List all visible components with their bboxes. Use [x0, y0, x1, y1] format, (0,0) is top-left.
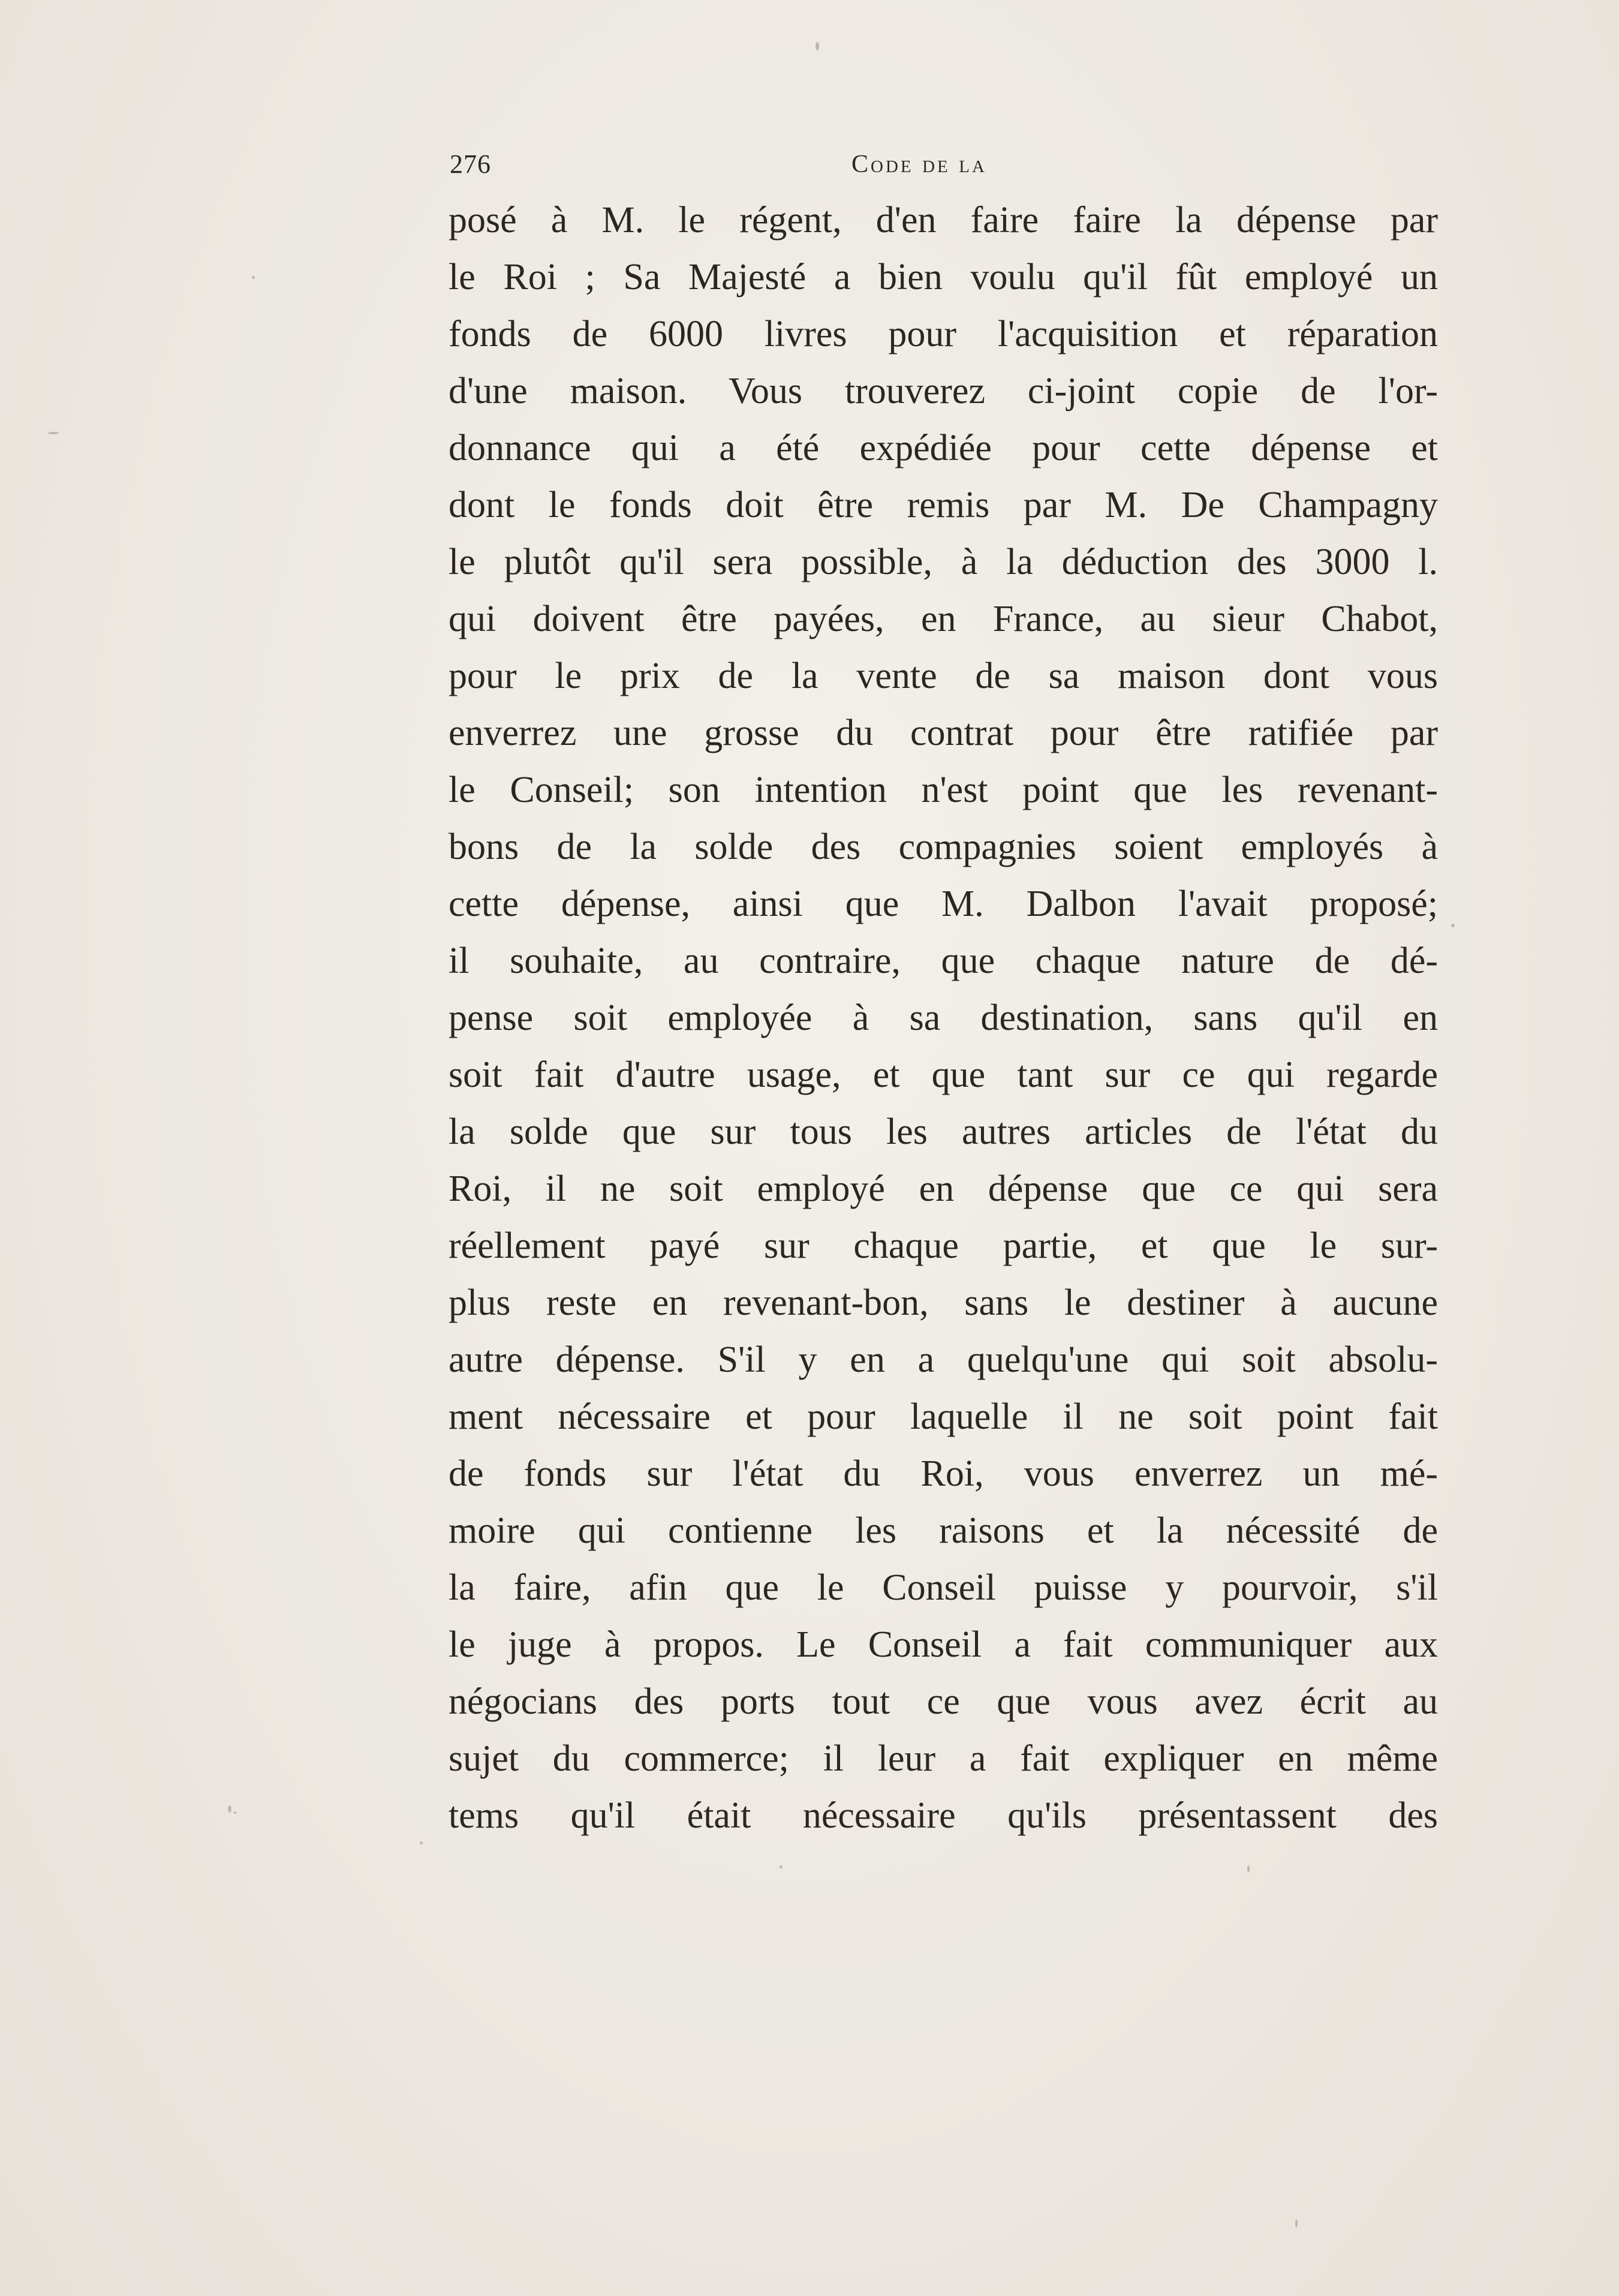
text-line: qui doivent être payées, en France, au sieur Chabot,	[449, 599, 1438, 639]
paper-speck	[1451, 924, 1455, 927]
text-line: le plutôt qu'il sera possible, à la déduction des 3000 l.	[449, 542, 1438, 582]
text-line: posé à M. le régent, d'en faire faire la dépense par	[449, 200, 1438, 241]
text-line: soit fait d'autre usage, et que tant sur ce qui regarde	[449, 1054, 1438, 1095]
paper-speck	[234, 1811, 236, 1814]
text-line: le juge à propos. Le Conseil a fait communiquer aux	[449, 1624, 1438, 1665]
text-line: le Roi ; Sa Majesté a bien voulu qu'il fût employé un	[449, 257, 1438, 297]
paper-speck	[48, 432, 59, 434]
paper-speck	[420, 1841, 423, 1844]
running-title: Code de la	[851, 151, 987, 178]
text-line: moire qui contienne les raisons et la nécessité de	[449, 1510, 1438, 1551]
text-line: la solde que sur tous les autres articles de l'état du	[449, 1111, 1438, 1152]
text-line: cette dépense, ainsi que M. Dalbon l'avait proposé;	[449, 883, 1438, 924]
body-text	[449, 192, 1438, 1844]
text-line: d'une maison. Vous trouverez ci-joint copie de l'or-	[449, 371, 1438, 411]
text-line: tems qu'il était nécessaire qu'ils présentassent des	[449, 1795, 1438, 1836]
text-line: le Conseil; son intention n'est point que les revenant-	[449, 770, 1438, 810]
page-number: 276	[450, 149, 491, 179]
text-line: autre dépense. S'il y en a quelqu'une qui soit absolu-	[449, 1339, 1438, 1380]
text-line: dont le fonds doit être remis par M. De Champagny	[449, 485, 1438, 525]
paper-speck	[1247, 1865, 1250, 1873]
text-line: enverrez une grosse du contrat pour être ratifiée par	[449, 713, 1438, 753]
text-line: réellement payé sur chaque partie, et que le sur-	[449, 1225, 1438, 1266]
text-line: pense soit employée à sa destination, sans qu'il en	[449, 997, 1438, 1038]
paper-speck	[252, 276, 255, 279]
text-line: plus reste en revenant-bon, sans le destiner à aucune	[449, 1282, 1438, 1323]
text-line: fonds de 6000 livres pour l'acquisition et réparation	[449, 314, 1438, 354]
paper-speck	[228, 1805, 231, 1813]
page-header	[450, 149, 1619, 191]
text-line: bons de la solde des compagnies soient employés à	[449, 827, 1438, 867]
paper-speck	[780, 1865, 783, 1868]
text-line: pour le prix de la vente de sa maison dont vous	[449, 656, 1438, 696]
text-line: la faire, afin que le Conseil puisse y pourvoir, s'il	[449, 1567, 1438, 1608]
text-line: il souhaite, au contraire, que chaque nature de dé-	[449, 940, 1438, 981]
paper-speck	[1295, 2219, 1298, 2228]
text-line: Roi, il ne soit employé en dépense que ce qui sera	[449, 1168, 1438, 1209]
text-line: de fonds sur l'état du Roi, vous enverrez un mé-	[449, 1453, 1438, 1494]
text-line: négocians des ports tout ce que vous avez écrit au	[449, 1681, 1438, 1722]
text-line: sujet du commerce; il leur a fait expliquer en même	[449, 1738, 1438, 1779]
paper-speck	[815, 42, 819, 50]
text-line: donnance qui a été expédiée pour cette dépense et	[449, 428, 1438, 468]
text-line: ment nécessaire et pour laquelle il ne soit point fait	[449, 1396, 1438, 1437]
